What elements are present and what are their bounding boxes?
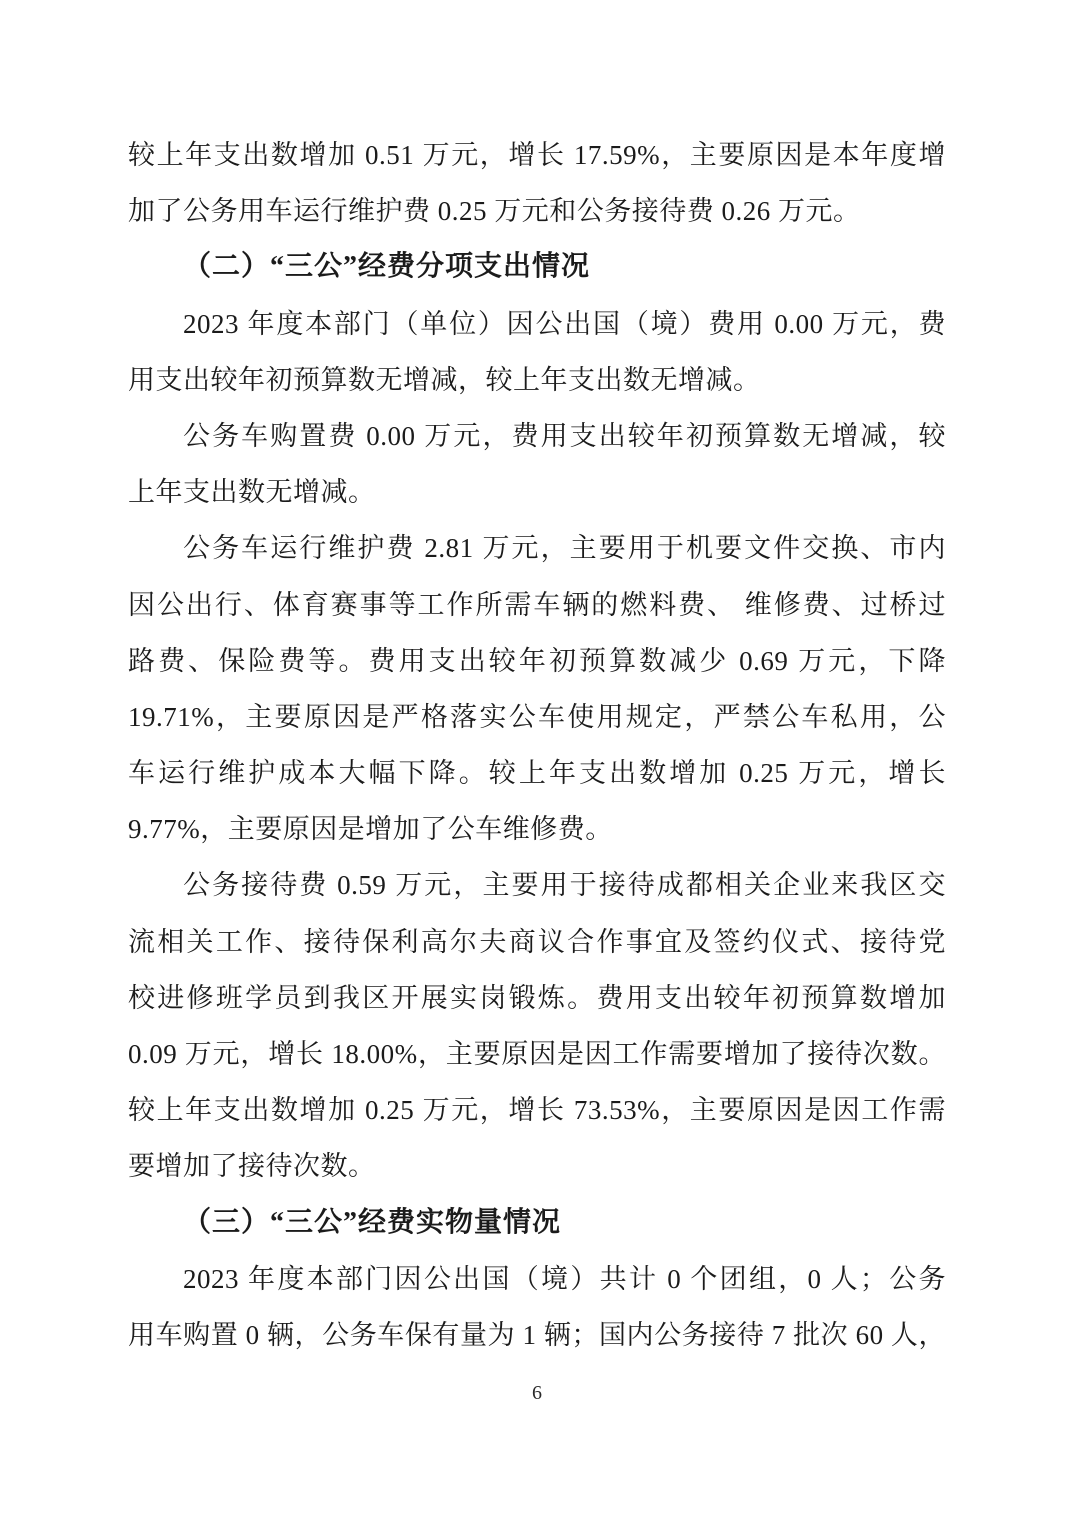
text-line: 上年支出数无增减。 [128,477,376,508]
text-line: 用车购置 0 辆，公务车保有量为 1 辆；国内公务接待 7 批次 60 人， [128,1319,946,1350]
text-line: 车运行维护成本大幅下降。较上年支出数增加 0.25 万元，增长 [128,758,946,789]
text-line: 较上年支出数增加 0.51 万元，增长 17.59%，主要原因是本年度增 [128,140,946,170]
text-line: 19.71%，主要原因是严格落实公车使用规定，严禁公车私用，公 [128,701,946,732]
text-line: 0.09 万元，增长 18.00%，主要原因是因工作需要增加了接待次数。 [128,1039,946,1069]
text-line: 公务车购置费 0.00 万元，费用支出较年初预算数无增减，较 [183,420,946,451]
section-heading: （三）“三公”经费实物量情况 [183,1206,562,1238]
section-heading: （二）“三公”经费分项支出情况 [183,251,591,283]
text-line: 加了公务用车运行维护费 0.25 万元和公务接待费 0.26 万元。 [128,196,861,227]
text-line: 校进修班学员到我区开展实岗锻炼。费用支出较年初预算数增加 [128,982,946,1013]
text-block [128,127,946,1363]
text-line: 较上年支出数增加 0.25 万元，增长 73.53%，主要原因是因工作需 [128,1095,946,1126]
text-line: 路费、保险费等。费用支出较年初预算数减少 0.69 万元，下降 [128,645,946,676]
text-line: 9.77%，主要原因是增加了公车维修费。 [128,814,613,845]
text-line: 因公出行、体育赛事等工作所需车辆的燃料费、 维修费、过桥过 [128,589,946,620]
page-number: 6 [532,1382,542,1404]
text-line: 用支出较年初预算数无增减，较上年支出数无增减。 [128,364,761,395]
text-line: 2023 年度本部门（单位）因公出国（境）费用 0.00 万元，费 [183,308,946,339]
text-line: 公务车运行维护费 2.81 万元，主要用于机要文件交换、市内 [183,533,946,564]
text-line: 2023 年度本部门因公出国（境）共计 0 个团组，0 人；公务 [183,1263,946,1294]
text-line: 公务接待费 0.59 万元，主要用于接待成都相关企业来我区交 [183,870,946,901]
text-line: 流相关工作、接待保利高尔夫商议合作事宜及签约仪式、接待党 [128,926,946,957]
text-line: 要增加了接待次数。 [128,1151,376,1182]
